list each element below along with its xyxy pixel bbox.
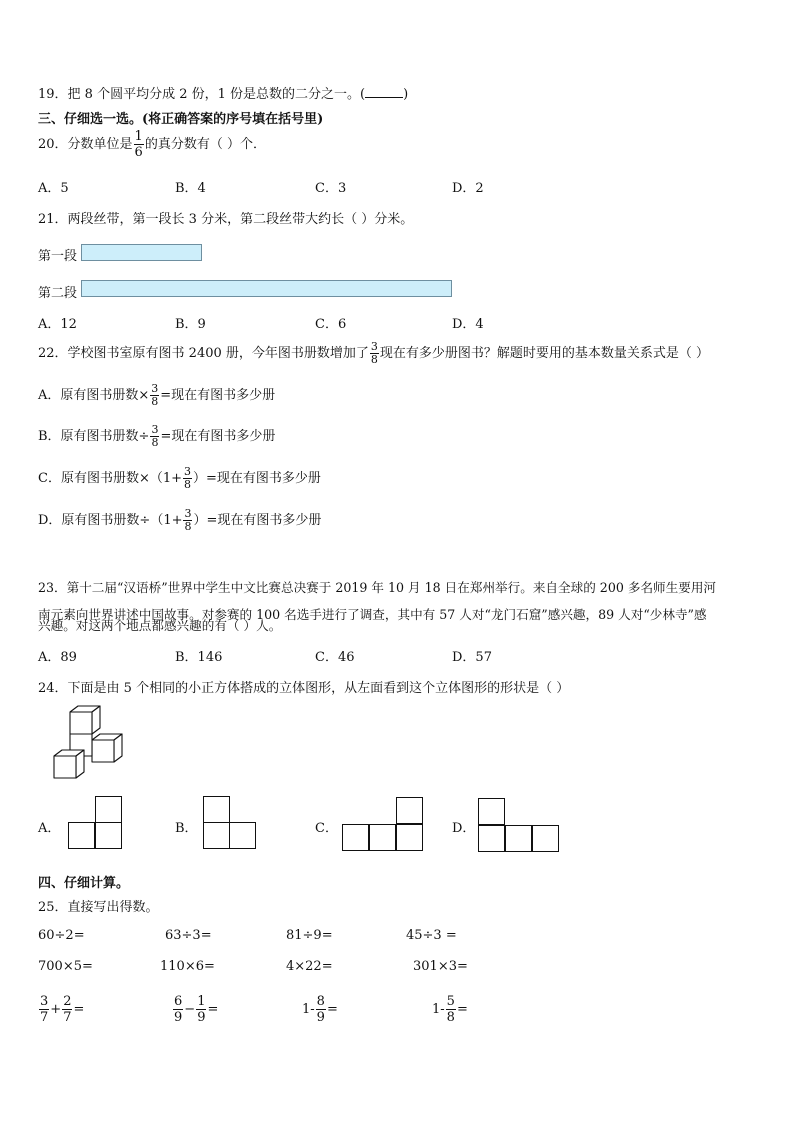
fraction: $\frac{3}{8}$ [370,340,378,366]
calc-item[interactable]: 45÷3 = [406,928,457,943]
question-23-line-1: 23．第十二届“汉语桥”世界中学生中文比赛总决赛于 2019 年 10 月 18 日在郑州举行。来自全球的 200 多名师生要用河 [38,580,717,595]
segment-1-label: 第一段 [38,249,78,264]
question-22: 22．学校图书室原有图书 2400 册，今年图书册数增加了 $\frac{3}{8}$ 现在有多少册图书？解题时要用的基本数量关系式是（ ） [38,340,710,366]
q23-option-b[interactable]: B．146 [175,650,223,665]
fraction: $\frac{3}{8}$ [151,423,159,449]
q24-option-b[interactable]: B． [175,821,198,836]
q23-option-d[interactable]: D．57 [452,650,492,665]
question-21: 21．两段丝带，第一段长 3 分米，第二段丝带大约长（ ）分米。 [38,212,414,227]
view-square [68,822,95,849]
view-square [342,824,369,851]
calc-item[interactable]: 110×6= [160,959,215,974]
q22-option-d[interactable]: D．原有图书册数÷（1+ $\frac{3}{8}$ ）=现在有图书多少册 [38,507,322,533]
q21-option-d[interactable]: D．4 [452,317,484,332]
fraction: $\frac{3}{8}$ [151,382,159,408]
calc-item-fraction[interactable]: 1- $\frac{8}{9}$ = [302,994,338,1025]
fraction: $\frac{3}{8}$ [184,507,192,533]
q24-option-a[interactable]: A． [38,821,61,836]
calc-item[interactable]: 60÷2= [38,928,85,943]
view-square [396,797,423,824]
view-square [203,796,230,823]
q21-option-b[interactable]: B．9 [175,317,206,332]
view-square [478,798,505,825]
calc-item[interactable]: 301×3= [413,959,468,974]
answer-blank[interactable] [365,86,403,98]
view-square [229,822,256,849]
view-square [203,822,230,849]
calc-item[interactable]: 63÷3= [165,928,212,943]
calc-item[interactable]: 81÷9= [286,928,333,943]
view-square [532,825,559,852]
cube-stack-illustration [48,704,128,780]
fraction: $\frac{3}{8}$ [184,465,192,491]
q22-option-b[interactable]: B．原有图书册数÷ $\frac{3}{8}$ =现在有图书多少册 [38,423,276,449]
question-25: 25．直接写出得数。 [38,900,159,915]
ribbon-segment-1 [81,244,202,261]
q24-option-c[interactable]: C． [315,821,338,836]
q20-option-c[interactable]: C．3 [315,181,347,196]
q21-option-a[interactable]: A．12 [38,317,77,332]
calc-item-fraction[interactable]: $\frac{3}{7}$ + $\frac{2}{7}$ = [40,994,85,1025]
q20-option-d[interactable]: D．2 [452,181,484,196]
q20-option-a[interactable]: A．5 [38,181,69,196]
calc-item-fraction[interactable]: $\frac{6}{9}$ − $\frac{1}{9}$ = [174,994,219,1025]
question-23-line-2: 南元素向世界讲述中国故事。对参赛的 100 名选手进行了调查，其中有 57 人对“龙门石窟”感兴趣，89 人对“少林寺”感 [38,607,707,622]
q24-option-d[interactable]: D． [452,821,476,836]
view-square [95,796,122,823]
question-19: 19．把 8 个圆平均分成 2 份，1 份是总数的二分之一。( ) [38,87,409,102]
segment-2-label: 第二段 [38,286,78,301]
q21-option-c[interactable]: C．6 [315,317,347,332]
section-3-title: 三、仔细选一选。(将正确答案的序号填在括号里) [38,112,324,127]
calc-item[interactable]: 700×5= [38,959,93,974]
ribbon-segment-2 [81,280,452,297]
section-4-title: 四、仔细计算。 [38,876,130,891]
question-23-line-3: 兴趣。对这两个地点都感兴趣的有（ ）人。 [38,618,282,633]
q22-option-c[interactable]: C．原有图书册数×（1+ $\frac{3}{8}$ ）=现在有图书多少册 [38,465,321,491]
q20-option-b[interactable]: B．4 [175,181,206,196]
view-square [478,825,505,852]
view-square [396,824,423,851]
view-square [369,824,396,851]
calc-item-fraction[interactable]: 1- $\frac{5}{8}$ = [432,994,468,1025]
question-20: 20．分数单位是 $\frac{1}{6}$ 的真分数有（ ）个． [38,129,266,160]
calc-item[interactable]: 4×22= [286,959,333,974]
question-24: 24．下面是由 5 个相同的小正方体搭成的立体图形，从左面看到这个立体图形的形状是（ ） [38,681,570,696]
q22-option-a[interactable]: A．原有图书册数× $\frac{3}{8}$ =现在有图书多少册 [38,382,276,408]
view-square [95,822,122,849]
fraction: $\frac{1}{6}$ [134,129,143,160]
view-square [505,825,532,852]
q23-option-a[interactable]: A．89 [38,650,77,665]
q23-option-c[interactable]: C．46 [315,650,355,665]
